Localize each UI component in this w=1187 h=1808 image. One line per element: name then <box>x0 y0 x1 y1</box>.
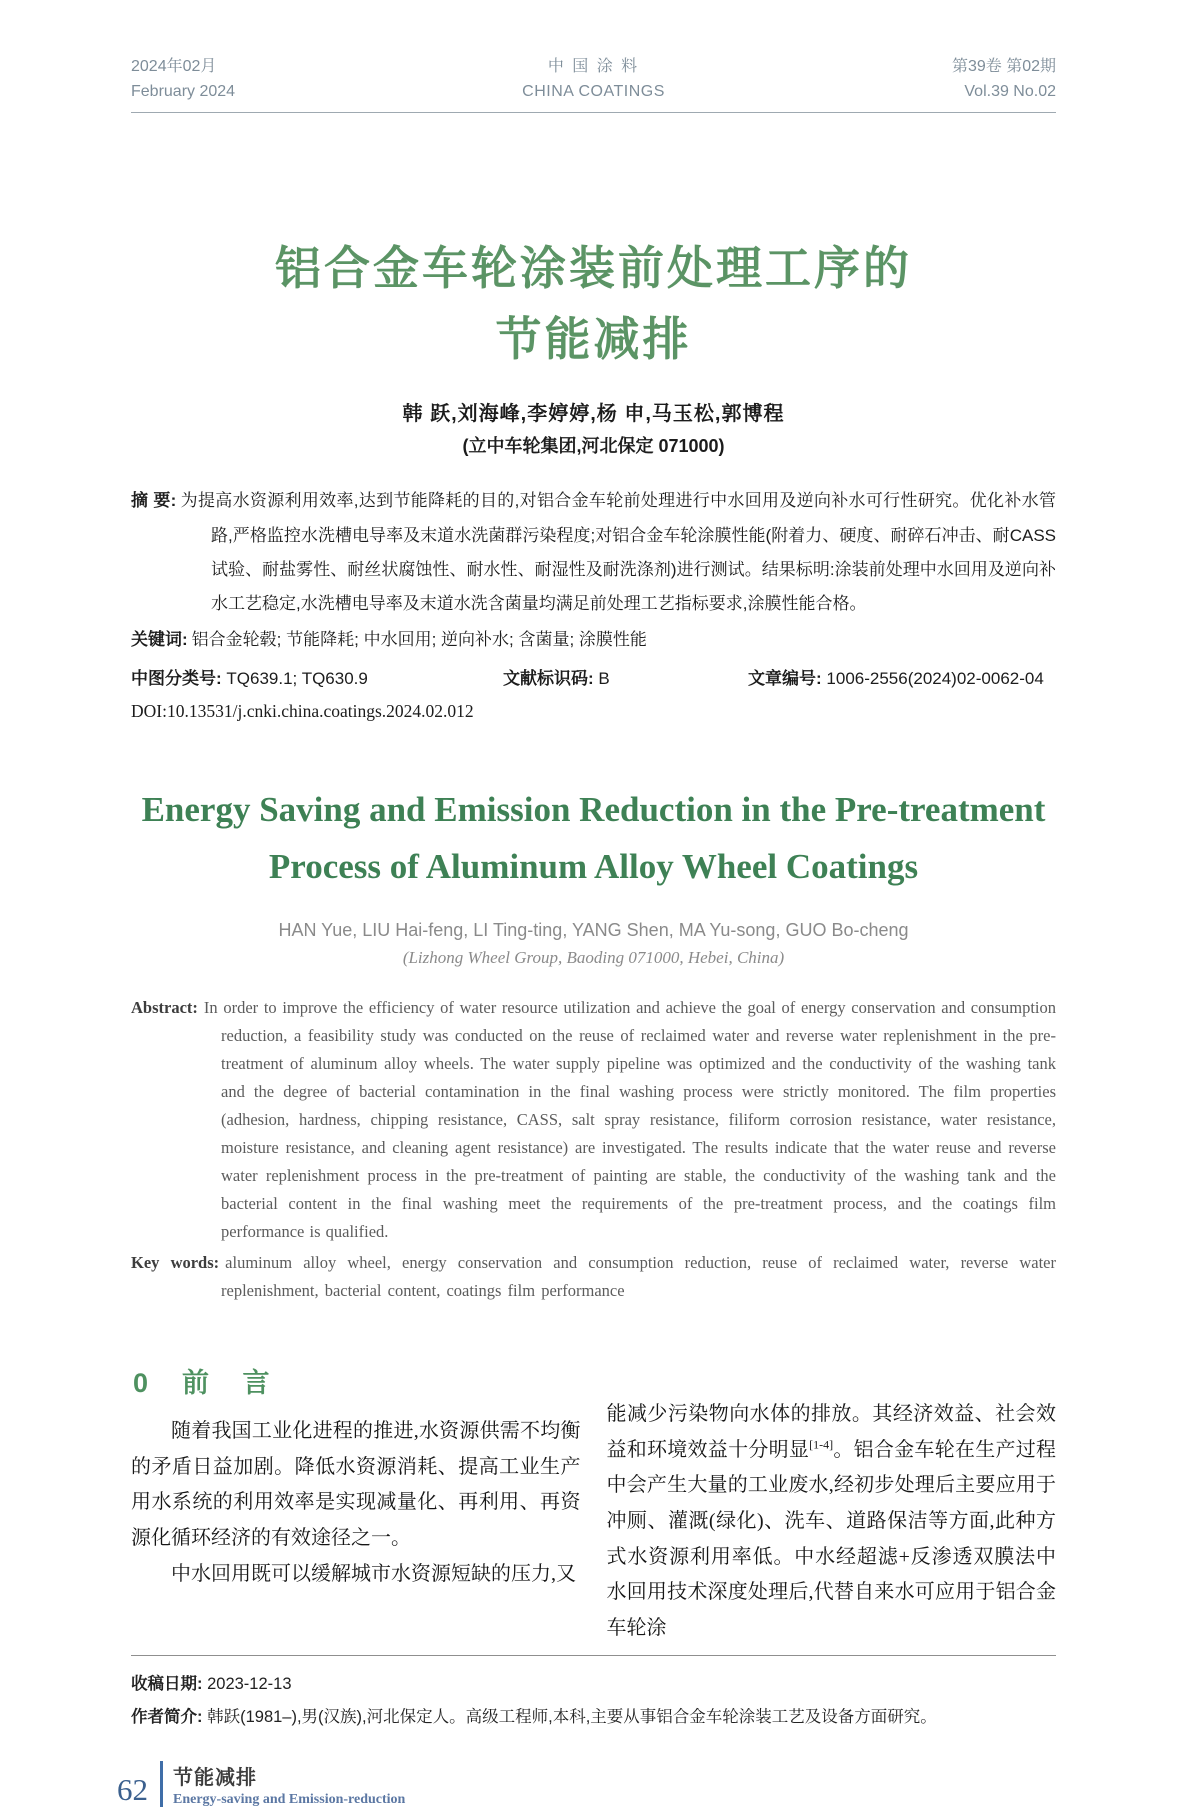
footer-column-title-cn: 节能减排 <box>173 1766 257 1789</box>
article-title-en <box>131 782 1056 895</box>
footer-divider-bar <box>160 1761 163 1807</box>
article-number <box>748 664 1056 695</box>
abstract-en <box>131 994 1056 1246</box>
doc-code <box>503 664 748 695</box>
keywords-text-en: aluminum alloy wheel, energy conservation and consumption reduction, reuse of reclaimed water, reverse water replenishment, bacterial content, coatings film performance <box>221 1253 1056 1301</box>
footer-column-title-en: Energy-saving and Emission-reduction <box>173 1791 406 1807</box>
clc-number <box>131 664 503 695</box>
page-number: 62 <box>117 1771 148 1807</box>
footer-column-titles <box>173 1761 405 1808</box>
article-title-en-line2: Process of Aluminum Alloy Wheel Coatings <box>268 847 919 887</box>
section-number: 0 <box>133 1368 149 1399</box>
abstract-text-en: In order to improve the efficiency of water resource utilization and achieve the goal of energy conservation and consumption reduction, a feasibility study was conducted on the reuse of reclaimed water and reverse water replenishment in the pre-treatment of aluminum alloy wheels. The water supply pipeline was optimized and the conductivity of the washing tank and the degree of bacterial contamination in the final washing process were strictly monitored. The film properties (adhesion, hardness, chipping resistance, CASS, salt spray resistance, filiform corrosion resistance, water resistance, moisture resistance, and cleaning agent resistance) are investigated. The results indicate that the water reuse and reverse water replenishment process in the pre-treatment of painting are stable, the conductivity of the washing tank and the bacterial content in the final washing meet the requirements of the pre-treatment process, and the coatings film performance is qualified. <box>203 997 1056 1242</box>
doc-code-value: B <box>598 668 610 688</box>
affiliation-cn: (立中车轮集团,河北保定 071000) <box>462 436 725 457</box>
footnote-block <box>131 1655 1056 1732</box>
author-bio-value: 韩跃(1981–),男(汉族),河北保定人。高级工程师,本科,主要从事铝合金车轮涂装工艺及设备方面研究。 <box>207 1707 937 1726</box>
clc-label: 中图分类号: <box>131 668 222 688</box>
header-date <box>131 55 436 105</box>
intro-paragraph-1: 随着我国工业化进程的推进,水资源供需不均衡的矛盾日益加剧。降低水资源消耗、提高工业生产用水系统的利用效率是实现减量化、再利用、再资源化循环经济的有效途径之一。 <box>131 1420 581 1550</box>
page-content <box>117 55 1057 1808</box>
intro-text-right <box>607 1361 1057 1646</box>
intro-right-text-a: 能减少污染物向水体的排放。其经济效益、社会效益和环境效益十分明显 <box>606 1403 1056 1461</box>
section-title: 前 言 <box>182 1368 270 1399</box>
article-title-en-line1: Energy Saving and Emission Reduction in the Pre-treatment <box>141 790 1046 830</box>
header-issue-en: Vol.39 No.02 <box>964 82 1056 100</box>
abstract-label-cn: 摘 要: <box>131 491 177 511</box>
clc-value: TQ639.1; TQ630.9 <box>226 668 368 688</box>
authors-cn: 韩 跃,刘海峰,李婷婷,杨 申,马玉松,郭博程 <box>402 403 785 426</box>
header-journal-name <box>436 55 751 105</box>
article-meta-row <box>131 664 1056 695</box>
keywords-text-cn: 铝合金轮毂; 节能降耗; 中水回用; 逆向补水; 含菌量; 涂膜性能 <box>191 629 647 649</box>
article-number-label: 文章编号: <box>748 668 822 688</box>
intro-right-text-b: 。铝合金车轮在生产过程中会产生大量的工业废水,经初步处理后主要应用于冲厕、灌溉(绿化)、洗车、道路保洁等方面,此种方式水资源利用率低。中水经超滤+反渗透双膜法中水回用技术深度处理后,代替自来水可应用于铝合金车轮涂 <box>606 1438 1057 1639</box>
abstract-text-cn: 为提高水资源利用效率,达到节能降耗的目的,对铝合金车轮前处理进行中水回用及逆向补水可行性研究。优化补水管路,严格监控水洗槽电导率及末道水洗菌群污染程度;对铝合金车轮涂膜性能(附着力、硬度、耐碎石冲击、耐CASS试验、耐盐雾性、耐丝状腐蚀性、耐水性、耐湿性及耐洗涤剂)进行测试。结果标明:涂装前处理中水回用及逆向补水工艺稳定,水洗槽电导率及末道水洗含菌量均满足前处理工艺指标要求,涂膜性能合格。 <box>180 491 1056 614</box>
article-title-cn <box>131 233 1056 376</box>
intro-column-right <box>607 1361 1057 1646</box>
header-journal-cn: 中 国 涂 料 <box>547 58 640 75</box>
abstract-cn <box>131 484 1056 621</box>
intro-paragraph-continued <box>607 1397 1057 1646</box>
keywords-en <box>131 1249 1056 1305</box>
journal-header <box>131 55 1056 113</box>
received-date <box>131 1668 1056 1700</box>
reference-marker: [1-4] <box>809 1437 834 1452</box>
author-bio <box>131 1701 1056 1733</box>
intro-section <box>131 1361 1056 1646</box>
header-date-cn: 2024年02月 <box>131 58 217 75</box>
author-bio-label: 作者简介: <box>131 1707 203 1726</box>
received-date-label: 收稿日期: <box>131 1675 203 1694</box>
authors-en: HAN Yue, LIU Hai-feng, LI Ting-ting, YANG Shen, MA Yu-song, GUO Bo-cheng <box>278 919 909 940</box>
abstract-label-en: Abstract: <box>131 997 198 1017</box>
doc-code-label: 文献标识码: <box>503 668 594 688</box>
header-issue-cn: 第39卷 第02期 <box>951 58 1056 75</box>
article-title-cn-line1: 铝合金车轮涂装前处理工序的 <box>275 241 912 294</box>
page-footer <box>117 1761 1056 1808</box>
header-issue <box>751 55 1056 105</box>
doi: DOI:10.13531/j.cnki.china.coatings.2024.02.012 <box>131 701 474 722</box>
intro-column-left <box>131 1361 581 1646</box>
header-date-en: February 2024 <box>131 82 236 100</box>
keywords-cn <box>131 624 1056 656</box>
intro-paragraph-2: 中水回用既可以缓解城市水资源短缺的压力,又 <box>171 1562 576 1585</box>
intro-text-left <box>131 1414 581 1592</box>
keywords-label-en: Key words: <box>131 1253 220 1273</box>
article-number-value: 1006-2556(2024)02-0062-04 <box>826 668 1044 688</box>
received-date-value: 2023-12-13 <box>207 1675 292 1694</box>
article-title-cn-line2: 节能减排 <box>495 312 692 365</box>
section-heading <box>133 1361 581 1400</box>
header-journal-en: CHINA COATINGS <box>522 82 665 100</box>
keywords-label-cn: 关键词: <box>131 629 188 649</box>
affiliation-en: (Lizhong Wheel Group, Baoding 071000, Hebei, China) <box>402 947 785 967</box>
